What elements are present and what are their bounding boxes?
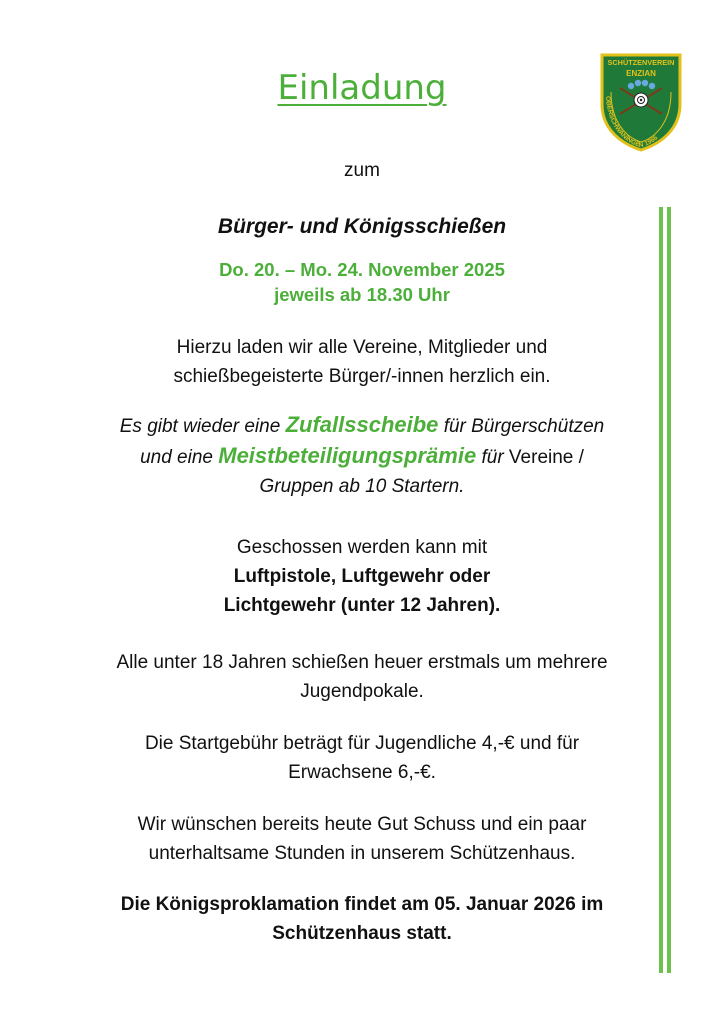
fee-line: Erwachsene 6,-€.	[288, 762, 436, 783]
youth-paragraph	[40, 648, 684, 706]
prizes-line: Gruppen ab 10 Startern.	[259, 476, 465, 497]
highlight-zufallsscheibe: Zufallsscheibe	[285, 412, 439, 437]
proclamation-line: Die Königsproklamation findet am 05. Januar 2026 im	[120, 894, 604, 915]
invitation-line: schießbegeisterte Bürger/-innen herzlich ein.	[173, 366, 551, 387]
weapons-paragraph	[40, 533, 684, 620]
logo-top-text: SCHÜTZENVEREIN	[607, 58, 675, 67]
proclamation-line: Schützenhaus statt.	[272, 923, 452, 944]
highlight-meistbeteiligungspraemie: Meistbeteiligungsprämie	[218, 443, 477, 468]
youth-line: Alle unter 18 Jahren schießen heuer erstmals um mehrere	[116, 652, 608, 673]
prizes-line: und eine Meistbeteiligungsprämie für Vereine /	[140, 443, 584, 468]
page-title: Einladung	[277, 68, 447, 108]
event-title: Bürger- und Königsschießen	[217, 215, 507, 238]
intro-word: zum	[344, 160, 380, 181]
weapons-list: Luftpistole, Luftgewehr oder	[233, 566, 491, 587]
event-dates	[40, 257, 684, 307]
prizes-line: Es gibt wieder eine Zufallsscheibe für Bürgerschützen	[119, 412, 605, 437]
wish-line: unterhaltsame Stunden in unserem Schützenhaus.	[148, 843, 576, 864]
youth-line: Jugendpokale.	[300, 681, 424, 702]
prizes-paragraph	[40, 410, 684, 501]
fee-line: Die Startgebühr beträgt für Jugendliche 4,-€ und für	[144, 733, 580, 754]
logo-ring-text: OBERSCHWANINGEN 1966	[604, 95, 660, 150]
wish-line: Wir wünschen bereits heute Gut Schuss und ein paar	[137, 814, 587, 835]
wish-paragraph	[40, 810, 684, 868]
logo-middle-text: ENZIAN	[626, 69, 656, 78]
proclamation-paragraph	[40, 890, 684, 948]
invitation-paragraph	[40, 333, 684, 391]
fee-paragraph	[40, 729, 684, 787]
weapons-list: Lichtgewehr (unter 12 Jahren).	[223, 595, 501, 616]
invitation-line: Hierzu laden wir alle Vereine, Mitglieder und	[176, 337, 548, 358]
club-logo	[598, 52, 684, 152]
start-time: jeweils ab 18.30 Uhr	[274, 284, 450, 305]
date-range: Do. 20. – Mo. 24. November 2025	[219, 259, 505, 280]
weapons-intro: Geschossen werden kann mit	[236, 537, 488, 558]
